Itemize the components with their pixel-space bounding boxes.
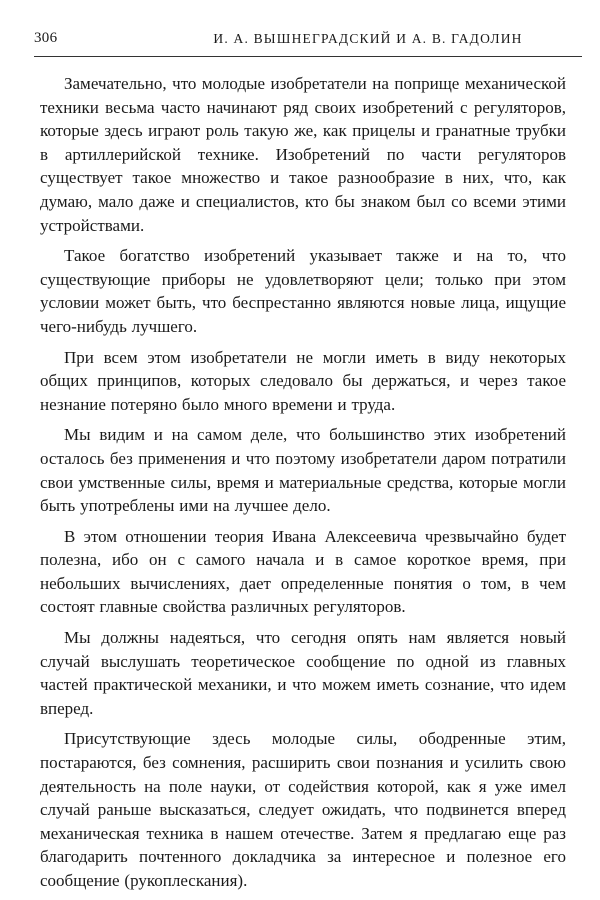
paragraph-2: Такое богатство изобретений указывает также и на то, что существующие приборы не удовлетворяют цели; только при этом условии может быть, что беспрестанно являются новые лица, ищущие чего-нибудь лучшего. bbox=[40, 246, 566, 336]
page-header bbox=[34, 26, 582, 57]
paragraph-6: Мы должны надеяться, что сегодня опять нам является новый случай выслушать теоретическое сообщение по одной из главных частей практической механики, и что можем иметь сознание, что идем вперед. bbox=[40, 628, 566, 718]
paragraph-4: Мы видим и на самом деле, что большинство этих изобретений осталось без применения и что поэтому изобретатели даром потратили свои умственные силы, время и материальные средства, которые могли быть употреблены ими на лучшее дело. bbox=[40, 425, 566, 516]
paragraph-3: При всем этом изобретатели не могли иметь в виду некоторых общих принципов, которых следовало бы держаться, и через такое незнание потеряно было много времени и труда. bbox=[40, 347, 566, 414]
paragraph-1: Замечательно, что молодые изобретатели на поприще механической техники весьма часто начинают ряд своих изобретений с регуляторов, которые здесь играют роль такую же, как прицелы и гранатные трубки в артиллерийской технике. Изобретений по части регуляторов существует такое множество и такое разнообразие в них, что, как думаю, мало даже и специалистов, кто бы знаком был со всеми этими устройствами. bbox=[40, 74, 566, 235]
paragraph-5: В этом отношении теория Ивана Алексеевича чрезвычайно будет полезна, ибо он с самого начала и в самое короткое время, при небольших вычислениях, дает определенные понятия о том, в чем состоят главные свойства различных регуляторов. bbox=[40, 526, 566, 617]
body-text bbox=[40, 72, 566, 900]
running-head: И. А. ВЫШНЕГРАДСКИЙ И А. В. ГАДОЛИН bbox=[213, 31, 523, 46]
page-number: 306 bbox=[34, 30, 58, 46]
paragraph-7: Присутствующие здесь молодые силы, ободренные этим, постараются, без сомнения, расширить свои познания и усилить свою деятельность на поле науки, от содействия которой, как я уже имел случай раньше высказаться, следует ожидать, что подвинется вперед механическая техника в нашем отечестве. Затем я предлагаю еще раз благодарить почтенного докладчика за интересное и полезное его сообщение (рукоплескания). bbox=[40, 729, 566, 890]
